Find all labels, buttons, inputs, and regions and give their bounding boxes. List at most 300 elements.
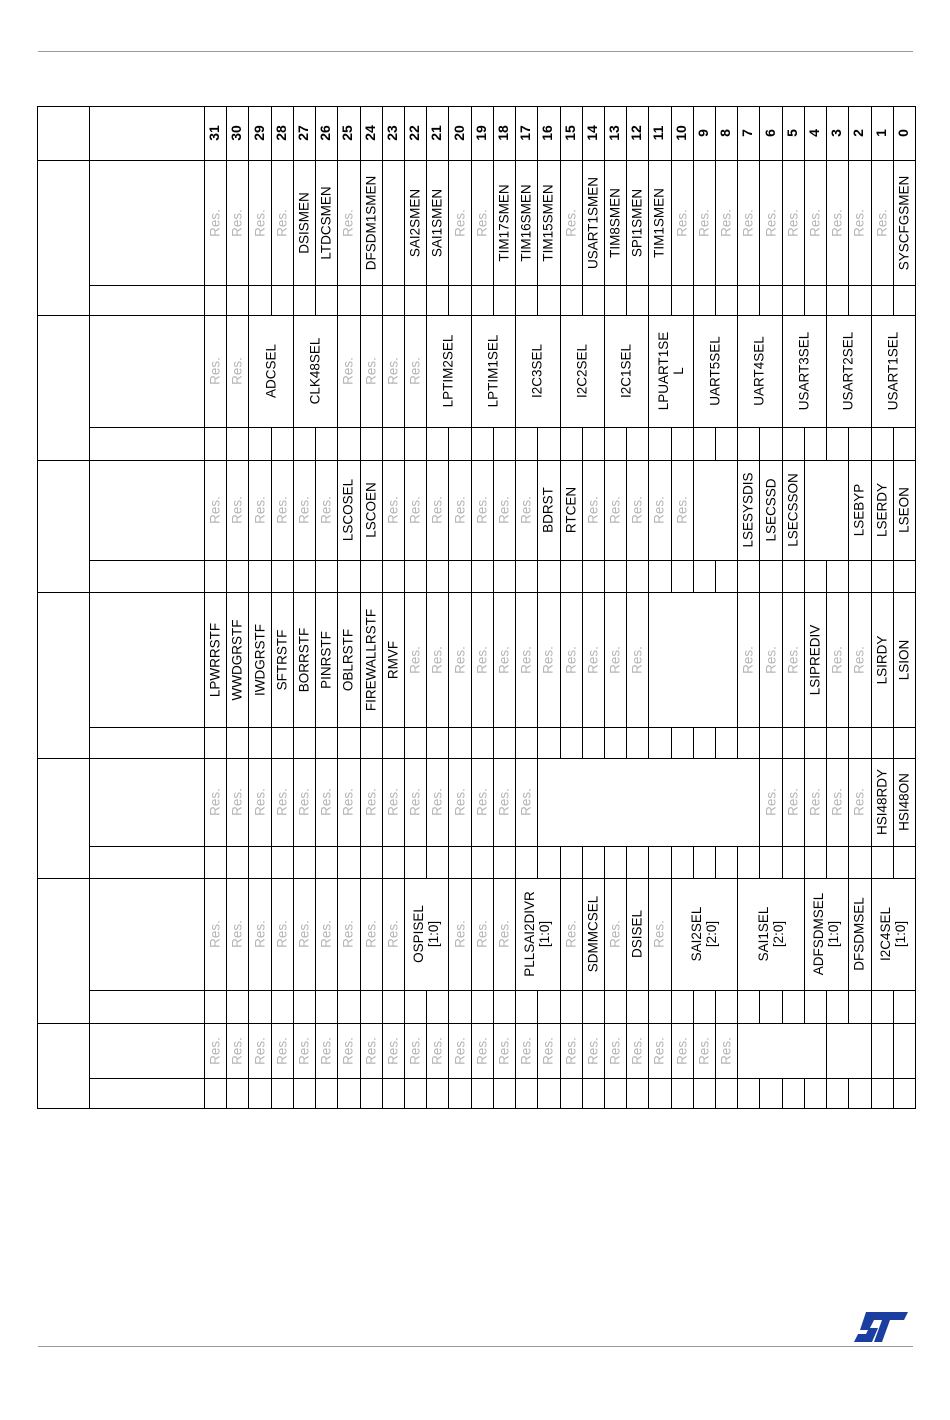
- reserved-field: [248, 160, 270, 285]
- reset-bit-divider: [471, 1078, 472, 1108]
- reset-bit-divider: [759, 846, 760, 878]
- bit-number-19: [471, 106, 493, 160]
- reserved-field-label: Res.: [785, 208, 801, 237]
- bit-number-8: [715, 106, 737, 160]
- bit-header-divider: [515, 106, 516, 160]
- reserved-field: [715, 1023, 737, 1078]
- field-tim8smen: [604, 160, 626, 285]
- reserved-field-label: Res.: [318, 496, 334, 524]
- bit-number-27: [293, 106, 315, 160]
- reserved-field-label: Res.: [274, 496, 290, 524]
- reset-bit-divider: [759, 727, 760, 758]
- field-firewallrstf-label: FIREWALLRSTF: [363, 608, 379, 711]
- field-dsismen-label: DSISMEN: [296, 191, 312, 254]
- reserved-field-label: Res.: [207, 208, 223, 237]
- reset-bit-divider: [804, 285, 805, 315]
- reset-bit-divider: [337, 285, 338, 315]
- field-divider: [426, 460, 427, 560]
- reserved-field: [471, 758, 493, 846]
- reset-bit-divider: [271, 285, 272, 315]
- reserved-field-label: Res.: [429, 1036, 445, 1065]
- field-divider: [293, 160, 294, 285]
- field-pllsai2divr-label: PLLSAI2DIVR [1:0]: [522, 891, 553, 977]
- field-lscosel: [337, 460, 359, 560]
- reserved-field-label: Res.: [651, 1036, 667, 1065]
- bit-number-15-label: 15: [561, 125, 578, 141]
- reset-bit-divider: [737, 1078, 738, 1108]
- field-divider: [759, 160, 760, 285]
- reset-bit-divider: [226, 560, 227, 592]
- bit-number-29-label: 29: [250, 125, 267, 141]
- field-divider: [715, 160, 716, 285]
- reserved-field-label: Res.: [540, 645, 556, 674]
- reset-bit-divider: [826, 1078, 827, 1108]
- field-lpwrrstf-label: LPWRRSTF: [207, 622, 223, 697]
- field-divider: [871, 592, 872, 727]
- reset-bit-divider: [804, 727, 805, 758]
- reset-bit-divider: [515, 727, 516, 758]
- reserved-field-label: Res.: [363, 920, 379, 948]
- reset-bit-divider: [293, 1078, 294, 1108]
- reserved-field: [404, 460, 426, 560]
- reserved-field: [426, 460, 448, 560]
- reserved-field-label: Res.: [318, 788, 334, 816]
- reset-bit-divider: [848, 1078, 849, 1108]
- bit-number-17-label: 17: [517, 125, 534, 141]
- field-hsi48on: [893, 758, 915, 846]
- field-sftrstf-label: SFTRSTF: [274, 629, 290, 690]
- bit-header-divider: [671, 106, 672, 160]
- reset-bit-divider: [782, 727, 783, 758]
- reserved-field-label: Res.: [563, 920, 579, 948]
- reserved-field-label: Res.: [363, 357, 379, 385]
- field-spi1smen-label: SPI1SMEN: [629, 188, 645, 257]
- reserved-field: [448, 758, 470, 846]
- reserved-field: [360, 878, 382, 990]
- reserved-field: [515, 758, 537, 846]
- reserved-field: [782, 592, 804, 727]
- reserved-field: [271, 460, 293, 560]
- reserved-field-label: Res.: [363, 1036, 379, 1065]
- reset-bit-divider: [626, 285, 627, 315]
- reserved-field: [404, 758, 426, 846]
- bit-number-21: [426, 106, 448, 160]
- reset-bit-divider: [759, 560, 760, 592]
- reserved-field: [226, 160, 248, 285]
- bit-header-divider: [804, 106, 805, 160]
- field-i2c4sel-label: I2C4SEL [1:0]: [877, 906, 908, 962]
- reset-bit-divider: [337, 727, 338, 758]
- reserved-field-label: Res.: [874, 208, 890, 237]
- bit-header-divider: [471, 106, 472, 160]
- field-divider: [804, 758, 805, 846]
- reserved-field: [204, 1023, 226, 1078]
- reset-bit-divider: [226, 285, 227, 315]
- reserved-field-label: Res.: [274, 788, 290, 816]
- bit-header-divider: [448, 106, 449, 160]
- reserved-field: [493, 592, 515, 727]
- field-lpuart1se: [648, 315, 692, 427]
- bit-number-27-label: 27: [295, 125, 312, 141]
- reset-bit-divider: [515, 285, 516, 315]
- field-i2c1sel-label: I2C1SEL: [618, 343, 634, 399]
- reserved-field-label: Res.: [607, 1036, 623, 1065]
- reset-bit-divider: [582, 846, 583, 878]
- reset-bit-divider: [693, 990, 694, 1023]
- reset-row-separator: [89, 560, 915, 561]
- field-divider: [582, 160, 583, 285]
- reset-bit-divider: [671, 1078, 672, 1108]
- reserved-field-label: Res.: [407, 645, 423, 674]
- field-i2c2sel-label: I2C2SEL: [574, 343, 590, 399]
- reset-bit-divider: [426, 560, 427, 592]
- reserved-field: [226, 758, 248, 846]
- field-oblrstf-label: OBLRSTF: [340, 628, 356, 691]
- field-divider: [848, 460, 849, 560]
- field-divider: [737, 592, 738, 727]
- field-divider: [871, 315, 872, 427]
- reset-bit-divider: [404, 427, 405, 460]
- field-divider: [360, 592, 361, 727]
- reset-bit-divider: [293, 727, 294, 758]
- reset-bit-divider: [693, 846, 694, 878]
- reset-bit-divider: [493, 1078, 494, 1108]
- field-hsi48rdy: [871, 758, 893, 846]
- reserved-field-label: Res.: [585, 1036, 601, 1065]
- field-divider: [626, 460, 627, 560]
- reset-bit-divider: [604, 560, 605, 592]
- reserved-field-label: Res.: [385, 788, 401, 816]
- reset-bit-divider: [537, 427, 538, 460]
- reset-bit-divider: [515, 990, 516, 1023]
- field-divider: [515, 460, 516, 560]
- field-divider: [226, 592, 227, 727]
- bit-number-4: [804, 106, 826, 160]
- field-divider: [271, 1023, 272, 1078]
- field-divider: [759, 758, 760, 846]
- field-divider: [671, 160, 672, 285]
- field-divider: [315, 878, 316, 990]
- reset-bit-divider: [826, 727, 827, 758]
- field-adcsel: [248, 315, 292, 427]
- reserved-field: [426, 1023, 448, 1078]
- reserved-field-label: Res.: [229, 788, 245, 816]
- reserved-field: [426, 758, 448, 846]
- field-divider: [759, 460, 760, 560]
- reset-bit-divider: [582, 285, 583, 315]
- reset-bit-divider: [737, 285, 738, 315]
- reset-row-separator: [89, 427, 915, 428]
- reserved-field: [448, 160, 470, 285]
- field-divider: [826, 592, 827, 727]
- field-dfsdm1smen-label: DFSDM1SMEN: [363, 175, 379, 270]
- reserved-field-label: Res.: [407, 357, 423, 385]
- reserved-field-label: Res.: [496, 645, 512, 674]
- field-divider: [382, 1023, 383, 1078]
- field-divider: [293, 592, 294, 727]
- bit-header-divider: [893, 106, 894, 160]
- bit-number-4-label: 4: [806, 129, 823, 137]
- reset-row-separator: [89, 727, 915, 728]
- reset-bit-divider: [871, 990, 872, 1023]
- field-divider: [804, 460, 805, 560]
- bit-header-divider: [271, 106, 272, 160]
- bit-number-28: [271, 106, 293, 160]
- reserved-field-label: Res.: [274, 208, 290, 237]
- reset-bit-divider: [715, 990, 716, 1023]
- field-divider: [404, 160, 405, 285]
- reserved-field-label: Res.: [229, 357, 245, 385]
- field-divider: [471, 460, 472, 560]
- reset-bit-divider: [293, 846, 294, 878]
- field-divider: [826, 1023, 827, 1078]
- bit-number-6: [759, 106, 781, 160]
- reserved-field-label: Res.: [296, 496, 312, 524]
- reset-bit-divider: [871, 846, 872, 878]
- field-lptim1sel: [471, 315, 515, 427]
- reserved-field-label: Res.: [451, 920, 467, 948]
- field-dfsdmsel-label: DFSDMSEL: [851, 897, 867, 971]
- bit-number-3: [826, 106, 848, 160]
- field-iwdgrstf: [248, 592, 270, 727]
- reset-bit-divider: [582, 560, 583, 592]
- bit-header-divider: [248, 106, 249, 160]
- reserved-field-label: Res.: [829, 645, 845, 674]
- reserved-field-label: Res.: [651, 496, 667, 524]
- field-divider: [293, 758, 294, 846]
- bit-number-26: [315, 106, 337, 160]
- reserved-field-label: Res.: [474, 496, 490, 524]
- reserved-field: [226, 878, 248, 990]
- field-sai1sel-label: SAI1SEL [2:0]: [755, 906, 786, 962]
- field-sai2smen: [404, 160, 426, 285]
- reserved-field: [382, 460, 404, 560]
- empty-field: [537, 758, 759, 846]
- field-divider: [893, 592, 894, 727]
- reserved-field: [537, 1023, 559, 1078]
- reset-bit-divider: [848, 285, 849, 315]
- reserved-field-label: Res.: [251, 1036, 267, 1065]
- reset-bit-divider: [604, 990, 605, 1023]
- reset-bit-divider: [537, 990, 538, 1023]
- reset-bit-divider: [382, 427, 383, 460]
- field-divider: [671, 460, 672, 560]
- field-divider: [248, 878, 249, 990]
- field-sdmmcsel: [582, 878, 604, 990]
- bit-header-divider: [693, 106, 694, 160]
- reserved-field: [226, 315, 248, 427]
- reserved-field: [604, 460, 626, 560]
- reserved-field: [337, 160, 359, 285]
- reset-bit-divider: [360, 560, 361, 592]
- field-divider: [560, 592, 561, 727]
- reserved-field-label: Res.: [629, 496, 645, 524]
- field-divider: [248, 460, 249, 560]
- bit-number-25-label: 25: [339, 125, 356, 141]
- reset-bit-divider: [271, 846, 272, 878]
- field-lsiprediv: [804, 592, 826, 727]
- reserved-field-label: Res.: [251, 920, 267, 948]
- reserved-field: [671, 1023, 693, 1078]
- field-pllsai2divr: [515, 878, 559, 990]
- reserved-field: [604, 878, 626, 990]
- reset-bit-divider: [337, 846, 338, 878]
- reset-bit-divider: [448, 285, 449, 315]
- reserved-field: [493, 1023, 515, 1078]
- bit-header-divider: [426, 106, 427, 160]
- reset-bit-divider: [271, 1078, 272, 1108]
- reserved-field-label: Res.: [851, 208, 867, 237]
- field-divider: [848, 160, 849, 285]
- field-divider: [560, 460, 561, 560]
- reserved-field-label: Res.: [451, 645, 467, 674]
- field-divider: [737, 160, 738, 285]
- reset-bit-divider: [671, 285, 672, 315]
- bit-number-24: [360, 106, 382, 160]
- reset-bit-divider: [604, 1078, 605, 1108]
- reserved-field-label: Res.: [340, 788, 356, 816]
- reserved-field-label: Res.: [340, 208, 356, 237]
- reset-bit-divider: [604, 727, 605, 758]
- reset-bit-divider: [382, 285, 383, 315]
- reserved-field-label: Res.: [496, 920, 512, 948]
- field-divider: [248, 1023, 249, 1078]
- reset-bit-divider: [360, 285, 361, 315]
- empty-field: [737, 1023, 826, 1078]
- reset-bit-divider: [337, 990, 338, 1023]
- reserved-field-label: Res.: [851, 788, 867, 816]
- empty-field: [871, 1023, 893, 1078]
- field-divider: [226, 878, 227, 990]
- field-sftrstf: [271, 592, 293, 727]
- bit-number-9: [693, 106, 715, 160]
- bit-number-23: [382, 106, 404, 160]
- bit-header-divider: [293, 106, 294, 160]
- field-divider: [448, 160, 449, 285]
- reset-bit-divider: [604, 427, 605, 460]
- st-logo-s-shape: [854, 1312, 908, 1342]
- reserved-field: [782, 758, 804, 846]
- reserved-field-label: Res.: [763, 208, 779, 237]
- field-divider: [737, 1023, 738, 1078]
- reset-bit-divider: [782, 285, 783, 315]
- field-tim15smen-label: TIM15SMEN: [540, 183, 556, 262]
- reserved-field: [360, 758, 382, 846]
- reset-bit-divider: [671, 990, 672, 1023]
- field-divider: [360, 878, 361, 990]
- reserved-field: [560, 160, 582, 285]
- reset-bit-divider: [826, 990, 827, 1023]
- field-lsecsson-label: LSECSSON: [785, 473, 801, 547]
- field-divider: [826, 758, 827, 846]
- field-divider: [715, 1023, 716, 1078]
- field-divider: [271, 758, 272, 846]
- reserved-field: [582, 1023, 604, 1078]
- field-divider: [782, 160, 783, 285]
- field-divider: [560, 1023, 561, 1078]
- reserved-field-label: Res.: [474, 788, 490, 816]
- field-divider: [293, 878, 294, 990]
- reserved-field: [737, 160, 759, 285]
- field-divider: [360, 160, 361, 285]
- reset-bit-divider: [582, 990, 583, 1023]
- bit-number-23-label: 23: [384, 125, 401, 141]
- field-divider: [382, 315, 383, 427]
- reserved-field: [759, 160, 781, 285]
- reserved-field-label: Res.: [385, 357, 401, 385]
- field-divider: [271, 878, 272, 990]
- field-divider: [871, 460, 872, 560]
- reset-bit-divider: [426, 427, 427, 460]
- bit-number-30-label: 30: [228, 125, 245, 141]
- reserved-field: [848, 758, 870, 846]
- reserved-field: [360, 315, 382, 427]
- field-i2c1sel: [604, 315, 648, 427]
- field-divider: [337, 1023, 338, 1078]
- field-divider: [471, 160, 472, 285]
- reserved-field-label: Res.: [429, 788, 445, 816]
- field-rtcen: [560, 460, 582, 560]
- field-divider: [648, 878, 649, 990]
- reset-bit-divider: [871, 727, 872, 758]
- field-clk48sel-label: CLK48SEL: [307, 337, 323, 405]
- field-divider: [360, 758, 361, 846]
- reset-bit-divider: [560, 990, 561, 1023]
- reserved-field: [337, 758, 359, 846]
- bit-header-divider: [404, 106, 405, 160]
- field-divider: [382, 758, 383, 846]
- field-divider: [293, 1023, 294, 1078]
- field-divider: [426, 160, 427, 285]
- field-divider: [537, 758, 538, 846]
- reset-bit-divider: [448, 560, 449, 592]
- field-ltdcsmen: [315, 160, 337, 285]
- reserved-field-label: Res.: [207, 788, 223, 816]
- field-divider: [337, 460, 338, 560]
- reset-bit-divider: [893, 846, 894, 878]
- field-divider: [271, 592, 272, 727]
- reserved-field: [271, 160, 293, 285]
- reset-bit-divider: [826, 846, 827, 878]
- reserved-field-label: Res.: [296, 920, 312, 948]
- field-tim16smen: [515, 160, 537, 285]
- reserved-field-label: Res.: [674, 1036, 690, 1065]
- reserved-field: [404, 592, 426, 727]
- reserved-field: [248, 460, 270, 560]
- reset-bit-divider: [560, 560, 561, 592]
- reserved-field-label: Res.: [763, 645, 779, 674]
- reset-bit-divider: [871, 1078, 872, 1108]
- reset-bit-divider: [715, 427, 716, 460]
- reserved-field: [382, 758, 404, 846]
- reset-bit-divider: [426, 1078, 427, 1108]
- bit-number-10-label: 10: [672, 125, 689, 141]
- reserved-field-label: Res.: [340, 1036, 356, 1065]
- field-divider: [337, 758, 338, 846]
- reset-bit-divider: [537, 285, 538, 315]
- field-divider: [448, 592, 449, 727]
- reserved-field-label: Res.: [785, 645, 801, 674]
- field-divider: [737, 315, 738, 427]
- reset-bit-divider: [337, 1078, 338, 1108]
- bit-number-2-label: 2: [850, 129, 867, 137]
- reset-bit-divider: [759, 1078, 760, 1108]
- reserved-field: [426, 592, 448, 727]
- field-divider: [448, 758, 449, 846]
- reset-bit-divider: [759, 990, 760, 1023]
- field-i2c3sel-label: I2C3SEL: [529, 343, 545, 399]
- field-divider: [515, 592, 516, 727]
